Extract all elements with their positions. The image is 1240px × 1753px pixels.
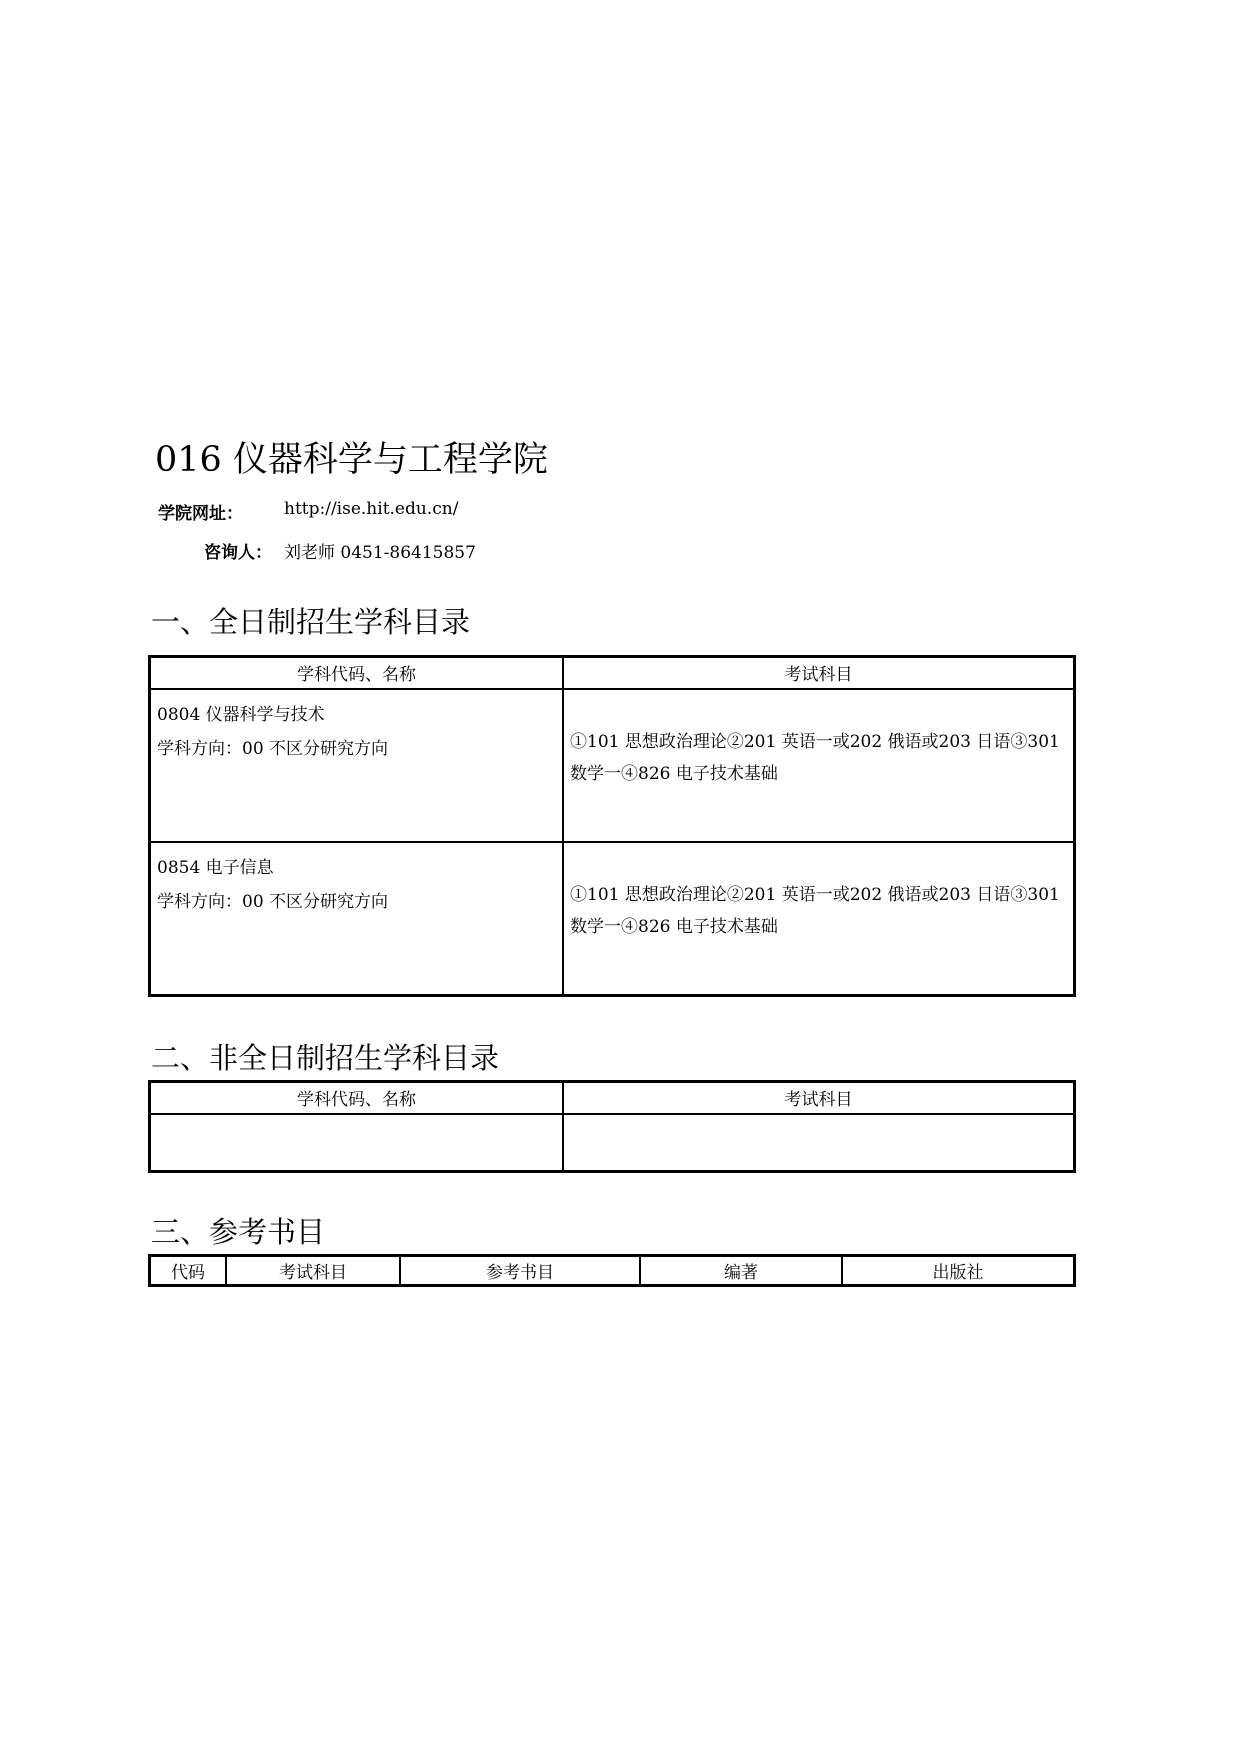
section1-heading: 一、全日制招生学科目录 [151,605,471,639]
table-row [150,842,1075,996]
col-header: 考试科目 [563,1082,1075,1114]
table-row [150,1114,1075,1172]
col-header: 参考书目 [400,1256,640,1286]
subject-name: 0804 仪器科学与技术 [157,704,325,725]
fulltime-table [148,655,1076,997]
col-header: 学科代码、名称 [150,657,564,689]
col-header: 考试科目 [226,1256,400,1286]
col-header: 出版社 [842,1256,1075,1286]
col-header: 考试科目 [563,657,1075,689]
reference-table [148,1254,1076,1287]
website-label: 学院网址： [158,504,243,524]
section3-heading: 三、参考书目 [151,1215,326,1249]
subject-name: 0854 电子信息 [157,857,274,878]
exam-subjects: ①101 思想政治理论②201 英语一或202 俄语或203 日语③301 数学一④826 电子技术基础 [570,884,1060,937]
col-header: 代码 [150,1256,227,1286]
contact-label: 咨询人： [204,543,272,563]
page-title: 016 仪器科学与工程学院 [155,440,548,480]
parttime-table [148,1080,1076,1173]
subject-direction: 学科方向：00 不区分研究方向 [157,738,389,759]
subject-direction: 学科方向：00 不区分研究方向 [157,891,389,912]
section2-heading: 二、非全日制招生学科目录 [151,1041,500,1075]
website-link[interactable]: http://ise.hit.edu.cn/ [284,499,459,519]
contact-value: 刘老师 0451-86415857 [284,543,476,563]
col-header: 编著 [640,1256,842,1286]
exam-subjects: ①101 思想政治理论②201 英语一或202 俄语或203 日语③301 数学一④826 电子技术基础 [570,731,1060,784]
table-row [150,689,1075,842]
col-header: 学科代码、名称 [150,1082,564,1114]
